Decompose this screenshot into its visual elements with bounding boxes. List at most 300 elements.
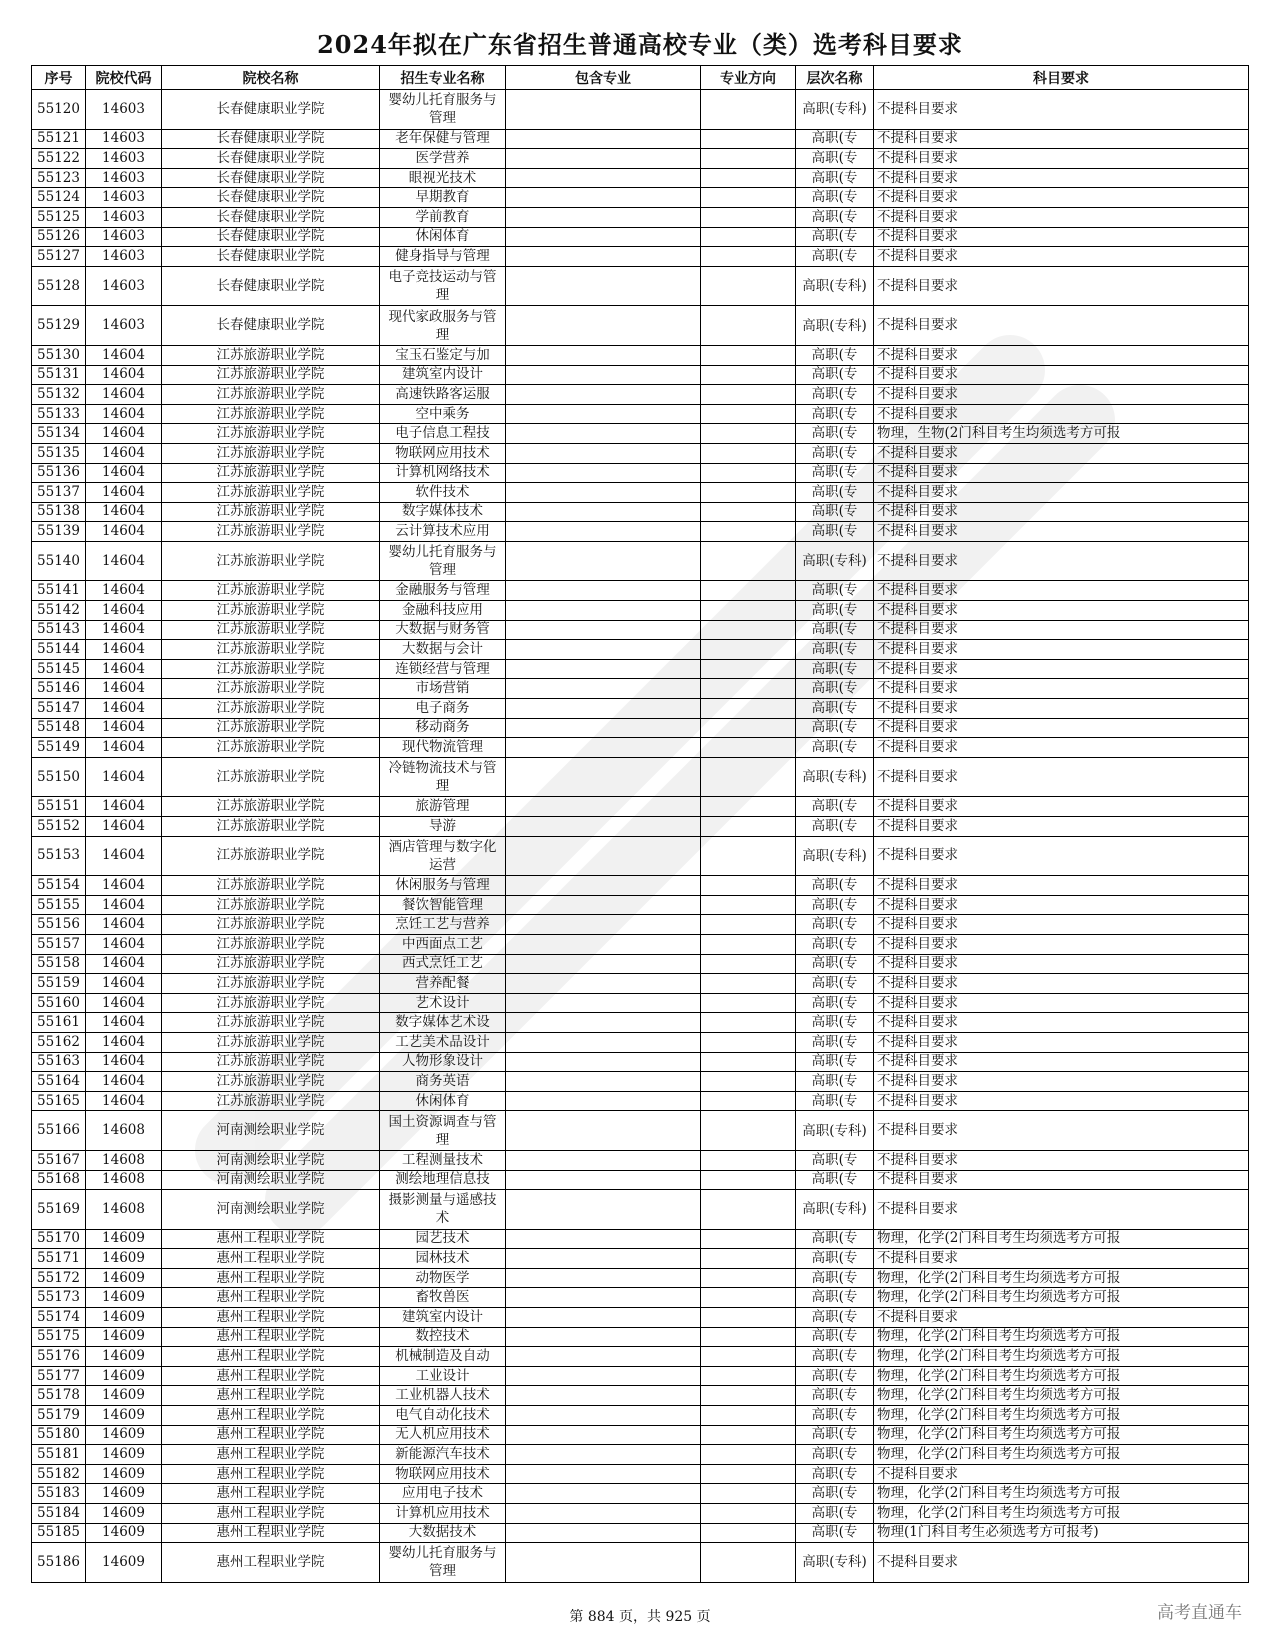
cell-no: 55131 bbox=[32, 365, 86, 385]
cell-included bbox=[506, 266, 701, 306]
cell-no: 55143 bbox=[32, 620, 86, 640]
cell-no: 55127 bbox=[32, 247, 86, 267]
cell-direction bbox=[701, 718, 796, 738]
cell-major: 医学营养 bbox=[380, 149, 506, 169]
cell-code: 14609 bbox=[86, 1425, 162, 1445]
cell-no: 55147 bbox=[32, 699, 86, 719]
cell-school: 长春健康职业学院 bbox=[162, 247, 380, 267]
table-row bbox=[32, 345, 1249, 365]
cell-included bbox=[506, 1013, 701, 1033]
cell-major: 健身指导与管理 bbox=[380, 247, 506, 267]
cell-level: 高职(专科) bbox=[796, 266, 874, 306]
cell-direction bbox=[701, 1523, 796, 1543]
table-row bbox=[32, 266, 1249, 306]
cell-direction bbox=[701, 1229, 796, 1249]
cell-direction bbox=[701, 620, 796, 640]
page-title: 2024年拟在广东省招生普通高校专业（类）选考科目要求 bbox=[317, 30, 963, 59]
cell-direction bbox=[701, 974, 796, 994]
cell-included bbox=[506, 620, 701, 640]
cell-major: 早期教育 bbox=[380, 188, 506, 208]
cell-direction bbox=[701, 1464, 796, 1484]
cell-level: 高职(专 bbox=[796, 640, 874, 660]
cell-level: 高职(专 bbox=[796, 1091, 874, 1111]
cell-school: 江苏旅游职业学院 bbox=[162, 993, 380, 1013]
cell-no: 55123 bbox=[32, 168, 86, 188]
cell-major: 休闲服务与管理 bbox=[380, 876, 506, 896]
cell-major: 电子商务 bbox=[380, 699, 506, 719]
cell-no: 55170 bbox=[32, 1229, 86, 1249]
cell-direction bbox=[701, 915, 796, 935]
cell-level: 高职(专 bbox=[796, 1327, 874, 1347]
cell-requirement: 物理，化学(2门科目考生均须选考方可报 bbox=[874, 1386, 1249, 1406]
cell-direction bbox=[701, 1347, 796, 1367]
cell-school: 江苏旅游职业学院 bbox=[162, 915, 380, 935]
cell-school: 长春健康职业学院 bbox=[162, 149, 380, 169]
cell-direction bbox=[701, 266, 796, 306]
cell-requirement: 不提科目要求 bbox=[874, 443, 1249, 463]
cell-direction bbox=[701, 1150, 796, 1170]
cell-school: 惠州工程职业学院 bbox=[162, 1249, 380, 1269]
cell-no: 55136 bbox=[32, 463, 86, 483]
cell-direction bbox=[701, 954, 796, 974]
cell-level: 高职(专 bbox=[796, 659, 874, 679]
cell-code: 14604 bbox=[86, 541, 162, 581]
table-row bbox=[32, 601, 1249, 621]
cell-major: 工艺美术品设计 bbox=[380, 1032, 506, 1052]
table-row bbox=[32, 1268, 1249, 1288]
table-row bbox=[32, 934, 1249, 954]
cell-direction bbox=[701, 1386, 796, 1406]
cell-requirement: 不提科目要求 bbox=[874, 876, 1249, 896]
cell-major: 无人机应用技术 bbox=[380, 1425, 506, 1445]
table-row bbox=[32, 836, 1249, 876]
cell-requirement: 不提科目要求 bbox=[874, 954, 1249, 974]
cell-requirement: 不提科目要求 bbox=[874, 522, 1249, 542]
cell-requirement: 不提科目要求 bbox=[874, 129, 1249, 149]
table-row bbox=[32, 385, 1249, 405]
cell-code: 14604 bbox=[86, 601, 162, 621]
cell-included bbox=[506, 836, 701, 876]
cell-requirement: 不提科目要求 bbox=[874, 797, 1249, 817]
cell-included bbox=[506, 502, 701, 522]
cell-direction bbox=[701, 738, 796, 758]
cell-no: 55169 bbox=[32, 1190, 86, 1230]
cell-code: 14604 bbox=[86, 974, 162, 994]
cell-school: 河南测绘职业学院 bbox=[162, 1170, 380, 1190]
cell-direction bbox=[701, 581, 796, 601]
cell-included bbox=[506, 541, 701, 581]
cell-no: 55155 bbox=[32, 895, 86, 915]
table-row bbox=[32, 1445, 1249, 1465]
cell-included bbox=[506, 1288, 701, 1308]
cell-requirement: 不提科目要求 bbox=[874, 266, 1249, 306]
header-direction: 专业方向 bbox=[701, 66, 796, 90]
cell-no: 55137 bbox=[32, 483, 86, 503]
table-row bbox=[32, 1308, 1249, 1328]
cell-major: 物联网应用技术 bbox=[380, 1464, 506, 1484]
cell-level: 高职(专科) bbox=[796, 1111, 874, 1151]
header-level: 层次名称 bbox=[796, 66, 874, 90]
cell-school: 江苏旅游职业学院 bbox=[162, 699, 380, 719]
table-row bbox=[32, 502, 1249, 522]
cell-no: 55150 bbox=[32, 757, 86, 797]
cell-major: 机械制造及自动 bbox=[380, 1347, 506, 1367]
cell-requirement: 不提科目要求 bbox=[874, 581, 1249, 601]
cell-requirement: 物理，化学(2门科目考生均须选考方可报 bbox=[874, 1484, 1249, 1504]
cell-major: 电子竞技运动与管理 bbox=[380, 266, 506, 306]
table-row bbox=[32, 207, 1249, 227]
cell-level: 高职(专 bbox=[796, 1523, 874, 1543]
cell-no: 55166 bbox=[32, 1111, 86, 1151]
cell-code: 14604 bbox=[86, 679, 162, 699]
cell-code: 14609 bbox=[86, 1386, 162, 1406]
cell-code: 14604 bbox=[86, 385, 162, 405]
cell-requirement: 不提科目要求 bbox=[874, 168, 1249, 188]
cell-school: 惠州工程职业学院 bbox=[162, 1504, 380, 1524]
header-major: 招生专业名称 bbox=[380, 66, 506, 90]
cell-included bbox=[506, 522, 701, 542]
cell-requirement: 不提科目要求 bbox=[874, 679, 1249, 699]
cell-major: 休闲体育 bbox=[380, 1091, 506, 1111]
cell-requirement: 不提科目要求 bbox=[874, 757, 1249, 797]
cell-no: 55148 bbox=[32, 718, 86, 738]
cell-school: 惠州工程职业学院 bbox=[162, 1543, 380, 1583]
cell-level: 高职(专科) bbox=[796, 836, 874, 876]
cell-included bbox=[506, 1111, 701, 1151]
cell-direction bbox=[701, 188, 796, 208]
cell-included bbox=[506, 954, 701, 974]
cell-included bbox=[506, 345, 701, 365]
cell-major: 软件技术 bbox=[380, 483, 506, 503]
cell-code: 14604 bbox=[86, 404, 162, 424]
cell-no: 55183 bbox=[32, 1484, 86, 1504]
cell-level: 高职(专 bbox=[796, 699, 874, 719]
cell-school: 江苏旅游职业学院 bbox=[162, 640, 380, 660]
cell-level: 高职(专科) bbox=[796, 757, 874, 797]
cell-major: 学前教育 bbox=[380, 207, 506, 227]
cell-level: 高职(专科) bbox=[796, 1543, 874, 1583]
cell-direction bbox=[701, 463, 796, 483]
cell-included bbox=[506, 188, 701, 208]
cell-no: 55177 bbox=[32, 1366, 86, 1386]
cell-major: 艺术设计 bbox=[380, 993, 506, 1013]
cell-direction bbox=[701, 385, 796, 405]
cell-major: 测绘地理信息技 bbox=[380, 1170, 506, 1190]
cell-requirement: 不提科目要求 bbox=[874, 247, 1249, 267]
table-row bbox=[32, 797, 1249, 817]
cell-requirement: 不提科目要求 bbox=[874, 1464, 1249, 1484]
cell-code: 14603 bbox=[86, 227, 162, 247]
cell-no: 55159 bbox=[32, 974, 86, 994]
cell-code: 14609 bbox=[86, 1366, 162, 1386]
cell-level: 高职(专科) bbox=[796, 541, 874, 581]
cell-code: 14604 bbox=[86, 718, 162, 738]
cell-major: 西式烹饪工艺 bbox=[380, 954, 506, 974]
cell-no: 55174 bbox=[32, 1308, 86, 1328]
cell-no: 55133 bbox=[32, 404, 86, 424]
header-no: 序号 bbox=[32, 66, 86, 90]
cell-major: 现代物流管理 bbox=[380, 738, 506, 758]
cell-requirement: 不提科目要求 bbox=[874, 365, 1249, 385]
cell-major: 建筑室内设计 bbox=[380, 365, 506, 385]
cell-direction bbox=[701, 757, 796, 797]
cell-level: 高职(专 bbox=[796, 247, 874, 267]
table-row bbox=[32, 974, 1249, 994]
cell-requirement: 物理，化学(2门科目考生均须选考方可报 bbox=[874, 1504, 1249, 1524]
cell-direction bbox=[701, 601, 796, 621]
cell-included bbox=[506, 424, 701, 444]
cell-no: 55160 bbox=[32, 993, 86, 1013]
cell-direction bbox=[701, 502, 796, 522]
cell-major: 数字媒体技术 bbox=[380, 502, 506, 522]
cell-no: 55153 bbox=[32, 836, 86, 876]
cell-requirement: 不提科目要求 bbox=[874, 1543, 1249, 1583]
table-row bbox=[32, 1111, 1249, 1151]
cell-level: 高职(专 bbox=[796, 601, 874, 621]
cell-level: 高职(专 bbox=[796, 1170, 874, 1190]
cell-major: 高速铁路客运服 bbox=[380, 385, 506, 405]
cell-code: 14604 bbox=[86, 424, 162, 444]
cell-direction bbox=[701, 1406, 796, 1426]
cell-direction bbox=[701, 1327, 796, 1347]
cell-included bbox=[506, 757, 701, 797]
cell-no: 55142 bbox=[32, 601, 86, 621]
cell-level: 高职(专 bbox=[796, 129, 874, 149]
cell-requirement: 不提科目要求 bbox=[874, 345, 1249, 365]
cell-level: 高职(专 bbox=[796, 522, 874, 542]
table-row bbox=[32, 365, 1249, 385]
cell-code: 14604 bbox=[86, 699, 162, 719]
cell-major: 电气自动化技术 bbox=[380, 1406, 506, 1426]
table-row bbox=[32, 640, 1249, 660]
cell-code: 14603 bbox=[86, 247, 162, 267]
cell-school: 江苏旅游职业学院 bbox=[162, 1072, 380, 1092]
cell-code: 14609 bbox=[86, 1406, 162, 1426]
table-row bbox=[32, 483, 1249, 503]
cell-requirement: 物理，生物(2门科目考生均须选考方可报 bbox=[874, 424, 1249, 444]
table-header-row bbox=[32, 66, 1249, 90]
cell-level: 高职(专 bbox=[796, 404, 874, 424]
cell-code: 14603 bbox=[86, 90, 162, 130]
cell-major: 婴幼儿托育服务与管理 bbox=[380, 1543, 506, 1583]
cell-code: 14609 bbox=[86, 1229, 162, 1249]
cell-included bbox=[506, 168, 701, 188]
cell-code: 14604 bbox=[86, 443, 162, 463]
cell-code: 14604 bbox=[86, 1072, 162, 1092]
cell-included bbox=[506, 581, 701, 601]
cell-school: 江苏旅游职业学院 bbox=[162, 757, 380, 797]
table-row bbox=[32, 541, 1249, 581]
cell-code: 14609 bbox=[86, 1347, 162, 1367]
cell-level: 高职(专 bbox=[796, 149, 874, 169]
cell-code: 14603 bbox=[86, 149, 162, 169]
cell-requirement: 不提科目要求 bbox=[874, 1170, 1249, 1190]
cell-level: 高职(专 bbox=[796, 1268, 874, 1288]
cell-included bbox=[506, 1091, 701, 1111]
cell-no: 55134 bbox=[32, 424, 86, 444]
cell-level: 高职(专 bbox=[796, 1150, 874, 1170]
cell-level: 高职(专 bbox=[796, 1052, 874, 1072]
table-row bbox=[32, 1425, 1249, 1445]
cell-major: 商务英语 bbox=[380, 1072, 506, 1092]
cell-no: 55161 bbox=[32, 1013, 86, 1033]
cell-requirement: 不提科目要求 bbox=[874, 483, 1249, 503]
cell-requirement: 不提科目要求 bbox=[874, 817, 1249, 837]
cell-level: 高职(专 bbox=[796, 1406, 874, 1426]
cell-school: 江苏旅游职业学院 bbox=[162, 738, 380, 758]
cell-no: 55135 bbox=[32, 443, 86, 463]
cell-code: 14604 bbox=[86, 876, 162, 896]
cell-code: 14609 bbox=[86, 1523, 162, 1543]
cell-included bbox=[506, 934, 701, 954]
cell-included bbox=[506, 1190, 701, 1230]
table-row bbox=[32, 876, 1249, 896]
cell-school: 江苏旅游职业学院 bbox=[162, 502, 380, 522]
cell-school: 长春健康职业学院 bbox=[162, 188, 380, 208]
cell-included bbox=[506, 90, 701, 130]
cell-code: 14604 bbox=[86, 817, 162, 837]
cell-school: 江苏旅游职业学院 bbox=[162, 463, 380, 483]
cell-included bbox=[506, 601, 701, 621]
cell-level: 高职(专 bbox=[796, 581, 874, 601]
cell-major: 工程测量技术 bbox=[380, 1150, 506, 1170]
cell-level: 高职(专 bbox=[796, 993, 874, 1013]
cell-no: 55125 bbox=[32, 207, 86, 227]
cell-major: 计算机网络技术 bbox=[380, 463, 506, 483]
cell-school: 惠州工程职业学院 bbox=[162, 1308, 380, 1328]
cell-code: 14603 bbox=[86, 168, 162, 188]
cell-included bbox=[506, 443, 701, 463]
cell-no: 55162 bbox=[32, 1032, 86, 1052]
cell-major: 数字媒体艺术设 bbox=[380, 1013, 506, 1033]
table-row bbox=[32, 757, 1249, 797]
table-row bbox=[32, 915, 1249, 935]
cell-direction bbox=[701, 934, 796, 954]
cell-level: 高职(专 bbox=[796, 365, 874, 385]
cell-direction bbox=[701, 1013, 796, 1033]
cell-no: 55157 bbox=[32, 934, 86, 954]
cell-requirement: 不提科目要求 bbox=[874, 207, 1249, 227]
cell-school: 江苏旅游职业学院 bbox=[162, 541, 380, 581]
cell-direction bbox=[701, 1543, 796, 1583]
cell-requirement: 不提科目要求 bbox=[874, 1150, 1249, 1170]
cell-level: 高职(专 bbox=[796, 1308, 874, 1328]
cell-code: 14604 bbox=[86, 836, 162, 876]
cell-level: 高职(专 bbox=[796, 817, 874, 837]
cell-requirement: 不提科目要求 bbox=[874, 188, 1249, 208]
cell-school: 江苏旅游职业学院 bbox=[162, 365, 380, 385]
cell-major: 连锁经营与管理 bbox=[380, 659, 506, 679]
cell-school: 江苏旅游职业学院 bbox=[162, 581, 380, 601]
cell-direction bbox=[701, 424, 796, 444]
cell-major: 国土资源调查与管理 bbox=[380, 1111, 506, 1151]
cell-direction bbox=[701, 836, 796, 876]
cell-requirement: 不提科目要求 bbox=[874, 895, 1249, 915]
table-row bbox=[32, 1464, 1249, 1484]
cell-school: 惠州工程职业学院 bbox=[162, 1268, 380, 1288]
cell-code: 14604 bbox=[86, 895, 162, 915]
cell-direction bbox=[701, 659, 796, 679]
cell-requirement: 不提科目要求 bbox=[874, 1032, 1249, 1052]
cell-major: 导游 bbox=[380, 817, 506, 837]
table-row bbox=[32, 1288, 1249, 1308]
cell-requirement: 不提科目要求 bbox=[874, 90, 1249, 130]
subject-requirements-table bbox=[31, 65, 1249, 1583]
cell-major: 大数据与财务管 bbox=[380, 620, 506, 640]
cell-no: 55122 bbox=[32, 149, 86, 169]
cell-no: 55120 bbox=[32, 90, 86, 130]
cell-school: 惠州工程职业学院 bbox=[162, 1347, 380, 1367]
cell-major: 动物医学 bbox=[380, 1268, 506, 1288]
cell-requirement: 不提科目要求 bbox=[874, 1091, 1249, 1111]
cell-major: 婴幼儿托育服务与管理 bbox=[380, 541, 506, 581]
cell-level: 高职(专 bbox=[796, 738, 874, 758]
cell-requirement: 物理，化学(2门科目考生均须选考方可报 bbox=[874, 1327, 1249, 1347]
cell-major: 云计算技术应用 bbox=[380, 522, 506, 542]
cell-major: 金融服务与管理 bbox=[380, 581, 506, 601]
cell-school: 江苏旅游职业学院 bbox=[162, 1013, 380, 1033]
cell-direction bbox=[701, 227, 796, 247]
table-row bbox=[32, 1091, 1249, 1111]
cell-major: 现代家政服务与管理 bbox=[380, 306, 506, 346]
cell-level: 高职(专 bbox=[796, 1347, 874, 1367]
cell-level: 高职(专 bbox=[796, 443, 874, 463]
cell-level: 高职(专科) bbox=[796, 306, 874, 346]
cell-major: 金融科技应用 bbox=[380, 601, 506, 621]
table-row bbox=[32, 1229, 1249, 1249]
table-row bbox=[32, 1543, 1249, 1583]
table-row bbox=[32, 895, 1249, 915]
cell-requirement: 不提科目要求 bbox=[874, 1013, 1249, 1033]
cell-direction bbox=[701, 1445, 796, 1465]
table-row bbox=[32, 149, 1249, 169]
table-row bbox=[32, 522, 1249, 542]
cell-major: 空中乘务 bbox=[380, 404, 506, 424]
cell-direction bbox=[701, 1111, 796, 1151]
cell-school: 河南测绘职业学院 bbox=[162, 1150, 380, 1170]
table-row bbox=[32, 188, 1249, 208]
cell-requirement: 不提科目要求 bbox=[874, 1249, 1249, 1269]
cell-code: 14604 bbox=[86, 581, 162, 601]
cell-school: 江苏旅游职业学院 bbox=[162, 659, 380, 679]
cell-school: 惠州工程职业学院 bbox=[162, 1386, 380, 1406]
cell-code: 14608 bbox=[86, 1150, 162, 1170]
cell-no: 55145 bbox=[32, 659, 86, 679]
cell-level: 高职(专 bbox=[796, 1366, 874, 1386]
cell-school: 惠州工程职业学院 bbox=[162, 1425, 380, 1445]
cell-school: 惠州工程职业学院 bbox=[162, 1406, 380, 1426]
cell-code: 14609 bbox=[86, 1543, 162, 1583]
cell-requirement: 不提科目要求 bbox=[874, 659, 1249, 679]
table-row bbox=[32, 738, 1249, 758]
cell-no: 55172 bbox=[32, 1268, 86, 1288]
cell-direction bbox=[701, 699, 796, 719]
cell-no: 55176 bbox=[32, 1347, 86, 1367]
cell-school: 江苏旅游职业学院 bbox=[162, 385, 380, 405]
cell-no: 55163 bbox=[32, 1052, 86, 1072]
cell-school: 江苏旅游职业学院 bbox=[162, 718, 380, 738]
cell-major: 老年保健与管理 bbox=[380, 129, 506, 149]
cell-code: 14604 bbox=[86, 993, 162, 1013]
cell-no: 55151 bbox=[32, 797, 86, 817]
cell-level: 高职(专 bbox=[796, 1425, 874, 1445]
cell-school: 江苏旅游职业学院 bbox=[162, 797, 380, 817]
cell-included bbox=[506, 1445, 701, 1465]
cell-major: 宝玉石鉴定与加 bbox=[380, 345, 506, 365]
cell-major: 人物形象设计 bbox=[380, 1052, 506, 1072]
cell-included bbox=[506, 915, 701, 935]
cell-direction bbox=[701, 1288, 796, 1308]
